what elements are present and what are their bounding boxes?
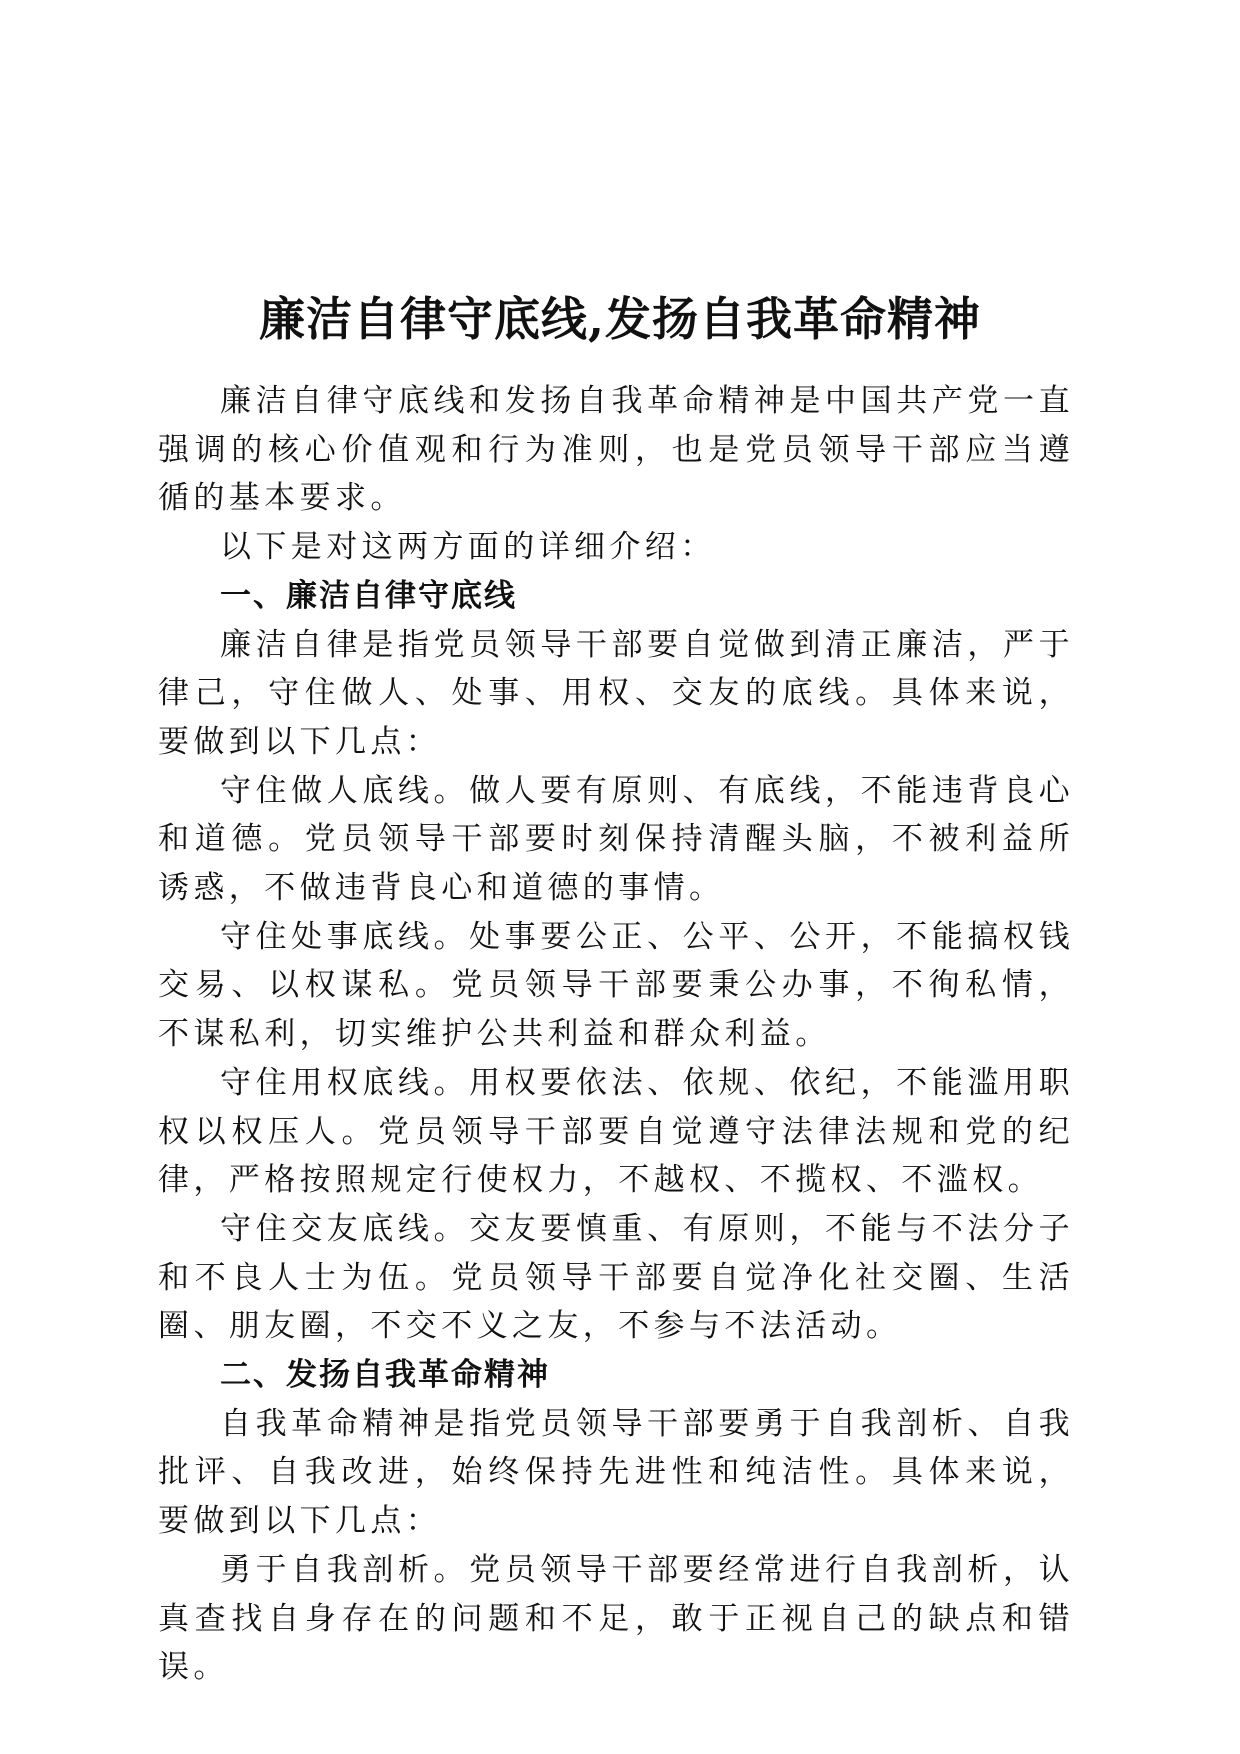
intro-paragraph: 廉洁自律守底线和发扬自我革命精神是中国共产党一直强调的核心价值观和行为准则，也是党员领导干部应当遵循的基本要求。: [158, 383, 1074, 517]
section-2-lead: 自我革命精神是指党员领导干部要勇于自我剖析、自我批评、自我改进，始终保持先进性和纯洁性。具体来说，要做到以下几点：: [158, 1405, 1074, 1540]
section-1-point-4: 守住交友底线。交友要慎重、有原则，不能与不法分子和不良人士为伍。党员领导干部要自觉净化社交圈、生活圈、朋友圈，不交不义之友，不参与不法活动。: [158, 1210, 1074, 1345]
section-1-point-2: 守住处事底线。处事要公正、公平、公开，不能搞权钱交易、以权谋私。党员领导干部要秉公办事，不徇私情，不谋私利，切实维护公共利益和群众利益。: [158, 918, 1074, 1053]
section-2-point-1: 勇于自我剖析。党员领导干部要经常进行自我剖析，认真查找自身存在的问题和不足，敢于正视自己的缺点和错误。: [158, 1551, 1074, 1686]
section-1-heading: 一、廉洁自律守底线: [220, 577, 517, 614]
document-title: 廉洁自律守底线,发扬自我革命精神: [258, 291, 981, 346]
section-2-heading: 二、发扬自我革命精神: [220, 1357, 550, 1394]
document-body: [158, 377, 1074, 1692]
intro-paragraph-2: 以下是对这两方面的详细介绍：: [220, 529, 716, 566]
section-1-point-1: 守住做人底线。做人要有原则、有底线，不能违背良心和道德。党员领导干部要时刻保持清醒头脑，不被利益所诱惑，不做违背良心和道德的事情。: [158, 772, 1074, 907]
section-1-lead: 廉洁自律是指党员领导干部要自觉做到清正廉洁，严于律己，守住做人、处事、用权、交友的底线。具体来说，要做到以下几点：: [158, 626, 1074, 760]
section-1-point-3: 守住用权底线。用权要依法、依规、依纪，不能滥用职权以权压人。党员领导干部要自觉遵守法律法规和党的纪律，严格按照规定行使权力，不越权、不揽权、不滥权。: [158, 1064, 1074, 1199]
